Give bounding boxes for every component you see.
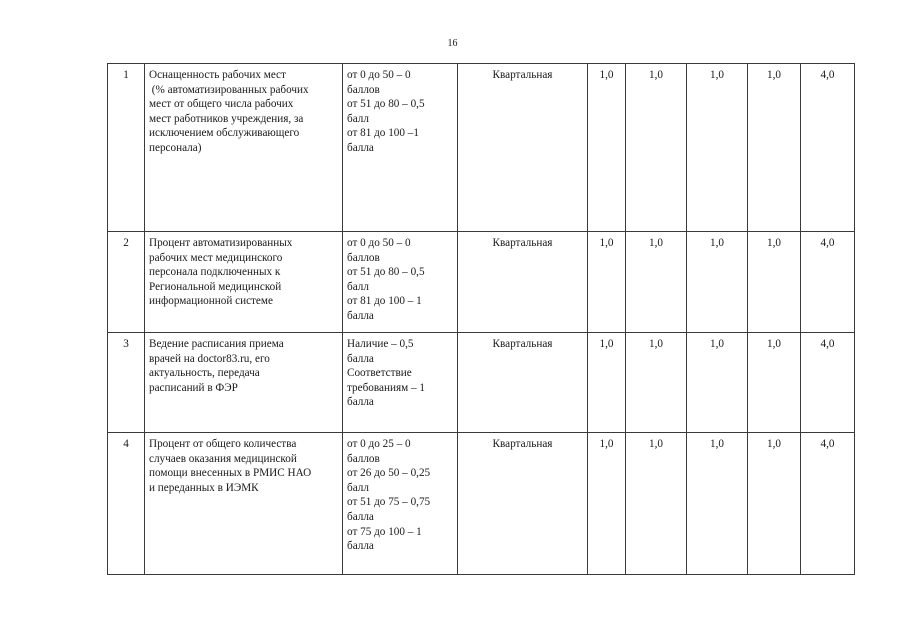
indicator-name-line: информационной системе [149, 295, 273, 308]
scoring-criteria-line: баллов [347, 251, 380, 264]
score-cell: 1,0 [588, 433, 626, 575]
indicator-name-line: исключением обслуживающего [149, 127, 300, 140]
scoring-criteria-cell [343, 333, 458, 433]
indicator-name-cell [145, 232, 343, 333]
score-cell: 1,0 [687, 433, 748, 575]
total-score-cell: 4,0 [801, 64, 855, 232]
table-row [108, 232, 855, 333]
indicator-name-line: персонала подключенных к [149, 266, 281, 279]
indicator-name-line: случаев оказания медицинской [149, 452, 297, 465]
row-number: 3 [108, 333, 145, 433]
indicator-name-line: актуальность, передача [149, 367, 260, 380]
indicator-name-line: Региональной медицинской [149, 280, 282, 293]
scoring-criteria-line: Соответствие [347, 367, 412, 380]
indicator-name-cell [145, 333, 343, 433]
table-row [108, 64, 855, 232]
indicator-name-line: мест от общего числа рабочих [149, 98, 294, 111]
indicator-name-line: мест работников учреждения, за [149, 112, 304, 125]
scoring-criteria-line: от 0 до 50 – 0 [347, 237, 411, 249]
scoring-criteria-cell [343, 232, 458, 333]
row-number: 4 [108, 433, 145, 575]
score-cell: 1,0 [687, 64, 748, 232]
scoring-criteria-line: от 51 до 80 – 0,5 [347, 266, 425, 279]
indicator-name-cell [145, 433, 343, 575]
total-score-cell: 4,0 [801, 433, 855, 575]
scoring-criteria-line: от 75 до 100 – 1 [347, 525, 422, 538]
scoring-criteria-line: балла [347, 352, 374, 365]
scoring-criteria-line: балла [347, 540, 374, 553]
indicator-name-line: рабочих мест медицинского [149, 251, 283, 264]
periodicity-cell: Квартальная [458, 333, 588, 433]
score-cell: 1,0 [748, 333, 801, 433]
indicator-name-line: врачей на doctor83.ru, его [149, 352, 270, 365]
scoring-criteria-line: от 0 до 50 – 0 [347, 69, 411, 81]
score-cell: 1,0 [588, 333, 626, 433]
scoring-criteria-line: от 51 до 75 – 0,75 [347, 496, 431, 509]
score-cell: 1,0 [626, 333, 687, 433]
indicator-name-line: (% автоматизированных рабочих [149, 83, 309, 96]
score-cell: 1,0 [588, 232, 626, 333]
scoring-criteria-line: балла [347, 309, 374, 322]
scoring-criteria-line: от 51 до 80 – 0,5 [347, 98, 425, 111]
criteria-table [107, 63, 855, 575]
scoring-criteria-line: балла [347, 510, 374, 523]
total-score-cell: 4,0 [801, 232, 855, 333]
scoring-criteria-line: от 26 до 50 – 0,25 [347, 467, 431, 480]
indicator-name-line: Процент автоматизированных [149, 237, 293, 249]
scoring-criteria-cell [343, 64, 458, 232]
indicator-name-line: Процент от общего количества [149, 438, 297, 450]
scoring-criteria-line: баллов [347, 83, 380, 96]
indicator-name-cell [145, 64, 343, 232]
score-cell: 1,0 [626, 433, 687, 575]
table-row [108, 433, 855, 575]
scoring-criteria-cell [343, 433, 458, 575]
scoring-criteria-line: балла [347, 141, 374, 154]
indicator-name-line: и переданных в ИЭМК [149, 481, 259, 494]
score-cell: 1,0 [626, 64, 687, 232]
scoring-criteria-line: балл [347, 112, 369, 125]
score-cell: 1,0 [687, 232, 748, 333]
periodicity-cell: Квартальная [458, 232, 588, 333]
score-cell: 1,0 [588, 64, 626, 232]
indicator-name-line: помощи внесенных в РМИС НАО [149, 467, 312, 480]
indicator-name-line: Оснащенность рабочих мест [149, 69, 286, 81]
scoring-criteria-line: балла [347, 396, 374, 409]
score-cell: 1,0 [748, 64, 801, 232]
score-cell: 1,0 [687, 333, 748, 433]
indicator-name-line: расписаний в ФЭР [149, 381, 238, 394]
row-number: 1 [108, 64, 145, 232]
scoring-criteria-line: от 0 до 25 – 0 [347, 438, 411, 450]
score-cell: 1,0 [626, 232, 687, 333]
periodicity-cell: Квартальная [458, 433, 588, 575]
indicator-name-line: Ведение расписания приема [149, 338, 284, 350]
total-score-cell: 4,0 [801, 333, 855, 433]
row-number: 2 [108, 232, 145, 333]
scoring-criteria-line: балл [347, 280, 369, 293]
indicator-name-line: персонала) [149, 141, 202, 154]
scoring-criteria-line: Наличие – 0,5 [347, 338, 414, 350]
scoring-criteria-line: от 81 до 100 –1 [347, 127, 419, 140]
scoring-criteria-line: от 81 до 100 – 1 [347, 295, 422, 308]
scoring-criteria-line: баллов [347, 452, 380, 465]
score-cell: 1,0 [748, 433, 801, 575]
scoring-criteria-line: требованиям – 1 [347, 381, 425, 394]
scoring-criteria-line: балл [347, 481, 369, 494]
periodicity-cell: Квартальная [458, 64, 588, 232]
table-row [108, 333, 855, 433]
page-number: 16 [447, 38, 458, 49]
score-cell: 1,0 [748, 232, 801, 333]
